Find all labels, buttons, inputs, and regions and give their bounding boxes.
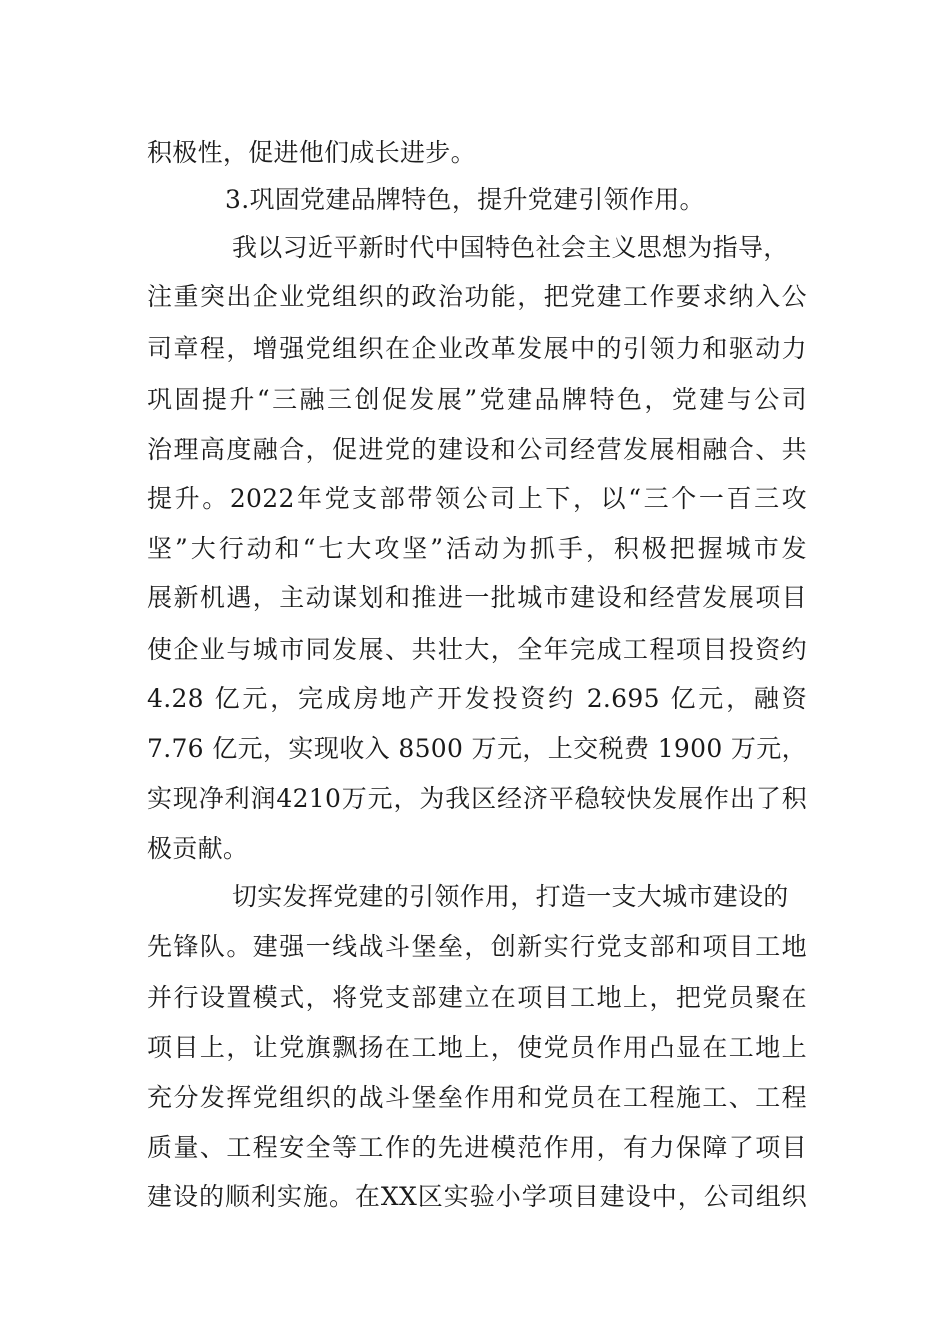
- text-line: 充分发挥党组织的战斗堡垒作用和党员在工程施工、工程: [147, 1083, 807, 1112]
- text-line: 注重突出企业党组织的政治功能，把党建工作要求纳入公: [147, 282, 807, 311]
- text-line: 提升。2022年党支部带领公司上下，以“三个一百三攻: [147, 484, 807, 513]
- text-line: 切实发挥党建的引领作用，打造一支大城市建设的: [232, 882, 789, 911]
- text-line: 我以习近平新时代中国特色社会主义思想为指导，: [232, 233, 789, 262]
- text-line: 7.76 亿元，实现收入 8500 万元，上交税费 1900 万元，: [147, 734, 807, 763]
- text-line: 并行设置模式，将党支部建立在项目工地上，把党员聚在: [147, 983, 807, 1012]
- text-line: 使企业与城市同发展、共壮大，全年完成工程项目投资约: [147, 635, 807, 664]
- text-line: 展新机遇，主动谋划和推进一批城市建设和经营发展项目: [147, 583, 807, 612]
- section-heading: 3.巩固党建品牌特色，提升党建引领作用。: [225, 185, 705, 214]
- text-line: 极贡献。: [147, 834, 249, 863]
- text-line: 先锋队。建强一线战斗堡垒，创新实行党支部和项目工地: [147, 932, 807, 961]
- text-line: 质量、工程安全等工作的先进模范作用，有力保障了项目: [147, 1133, 807, 1162]
- text-line: 建设的顺利实施。在XX区实验小学项目建设中，公司组织: [147, 1182, 807, 1211]
- text-line: 治理高度融合，促进党的建设和公司经营发展相融合、共: [147, 435, 807, 464]
- text-line: 实现净利润4210万元，为我区经济平稳较快发展作出了积: [147, 784, 807, 813]
- text-line: 坚”大行动和“七大攻坚”活动为抓手，积极把握城市发: [147, 534, 807, 563]
- text-line: 4.28 亿元，完成房地产开发投资约 2.695 亿元，融资: [147, 684, 807, 713]
- text-line: 司章程，增强党组织在企业改革发展中的引领力和驱动力: [147, 334, 807, 363]
- text-line: 巩固提升“三融三创促发展”党建品牌特色，党建与公司: [147, 385, 807, 414]
- text-line: 积极性，促进他们成长进步。: [147, 138, 476, 167]
- text-line: 项目上，让党旗飘扬在工地上，使党员作用凸显在工地上: [147, 1033, 807, 1062]
